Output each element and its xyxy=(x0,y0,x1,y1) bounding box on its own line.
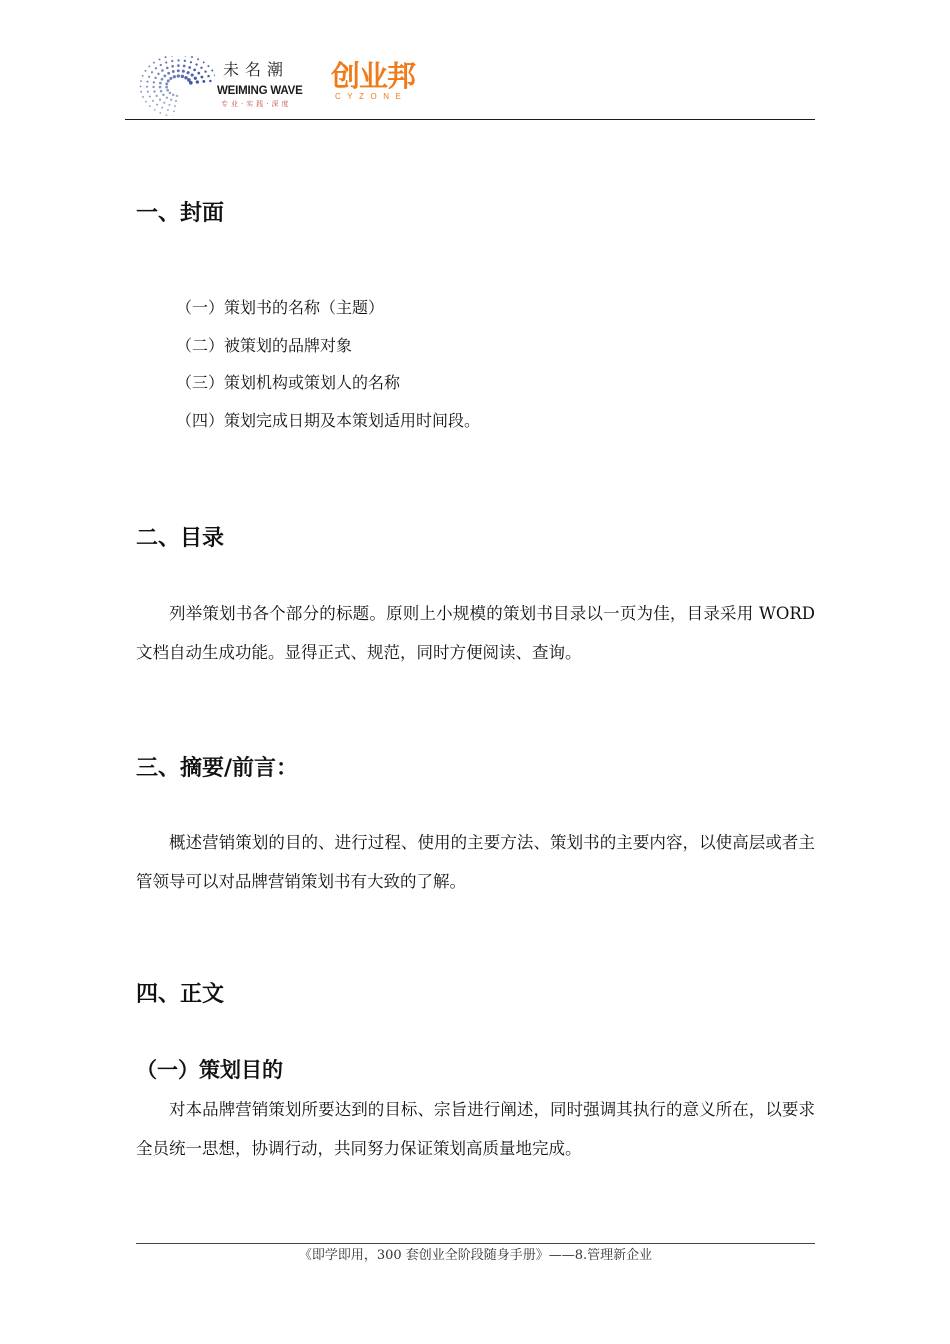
swirl-dot xyxy=(154,109,156,111)
swirl-dot xyxy=(149,95,151,97)
swirl-dot xyxy=(182,70,185,73)
cover-items-list xyxy=(136,289,815,439)
swirl-dot xyxy=(159,86,162,89)
swirl-dot xyxy=(159,98,161,100)
swirl-dot xyxy=(177,74,180,77)
swirl-dot xyxy=(172,94,175,97)
swirl-dot xyxy=(171,56,173,57)
swirl-dot xyxy=(202,80,205,83)
swirl-dot xyxy=(154,77,156,79)
swirl-dot xyxy=(209,80,211,82)
swirl-dot xyxy=(166,96,168,98)
swirl-dot xyxy=(165,82,168,85)
list-item: （一）策划书的名称（主题） xyxy=(176,298,385,317)
swirl-dot xyxy=(177,69,180,72)
swirl-dot xyxy=(197,72,200,75)
swirl-dot xyxy=(146,81,148,83)
swirl-dot xyxy=(155,67,157,69)
swirl-dot xyxy=(162,93,165,96)
swirl-dot xyxy=(152,100,154,102)
swirl-dot xyxy=(214,74,215,76)
purpose-paragraph: 对本品牌营销策划所要达到的目标、宗旨进行阐述，同时强调其执行的意义所在，以要求全员统一思想，协调行动，共同努力保证策划高质量地完成。 xyxy=(136,1100,815,1158)
swirl-dot xyxy=(184,60,186,62)
swirl-dot xyxy=(149,105,151,107)
logo-chinese-name: 未名潮 xyxy=(223,60,290,79)
swirl-dot xyxy=(207,65,209,67)
swirl-dot xyxy=(156,104,158,106)
swirl-dot xyxy=(200,76,203,79)
swirl-dot xyxy=(173,75,176,78)
swirl-dot xyxy=(181,75,184,78)
swirl-dot xyxy=(151,71,153,73)
list-item: （二）被策划的品牌对象 xyxy=(176,335,353,355)
swirl-dot xyxy=(153,81,155,83)
swirl-dot xyxy=(153,62,155,64)
swirl-dot xyxy=(187,71,190,74)
cyzone-logo-english: CYZONE xyxy=(335,92,408,101)
swirl-dot xyxy=(140,80,142,82)
cyzone-logo-chinese: 创业邦 xyxy=(331,59,416,93)
list-item: （四）策划完成日期及本策划适用时间段。 xyxy=(176,410,481,430)
footer-divider xyxy=(136,1243,815,1244)
swirl-dot xyxy=(161,69,164,72)
section-heading-cover: 一、封面 xyxy=(136,201,225,226)
swirl-dot xyxy=(156,95,158,97)
swirl-dot xyxy=(169,77,172,80)
swirl-dot xyxy=(163,102,165,104)
swirl-dot xyxy=(200,67,202,69)
swirl-dot xyxy=(177,59,179,61)
swirl-dot xyxy=(176,95,178,97)
swirl-dot xyxy=(195,63,197,65)
swirl-dot xyxy=(146,86,148,88)
swirl-dot xyxy=(166,67,169,70)
swirl-dot xyxy=(160,90,163,93)
swirl-dot xyxy=(147,91,149,93)
swirl-dot xyxy=(161,107,163,109)
swirl-dot xyxy=(173,110,175,112)
logo-english-name: WEIMING WAVE xyxy=(217,85,303,97)
swirl-dot xyxy=(184,76,188,80)
swirl-dot xyxy=(207,75,209,77)
section-heading-toc: 二、目录 xyxy=(136,526,225,551)
logo-tagline: 专业·实践·深度 xyxy=(221,100,292,108)
swirl-dot xyxy=(161,78,164,81)
swirl-dot xyxy=(148,65,150,67)
swirl-dot xyxy=(168,104,170,106)
swirl-dot xyxy=(165,56,167,58)
swirl-dot xyxy=(148,76,150,78)
swirl-dot xyxy=(203,61,205,63)
swirl-dot xyxy=(185,56,187,57)
swirl-dot xyxy=(171,60,173,62)
list-item: （三）策划机构或策划人的名称 xyxy=(176,373,401,392)
swirl-dot xyxy=(140,91,142,93)
swirl-dot xyxy=(197,58,199,60)
swirl-dot xyxy=(140,85,142,87)
swirl-dot xyxy=(166,114,168,116)
swirl-dot xyxy=(177,64,180,67)
swirl-dot xyxy=(183,65,186,68)
swirl-dot xyxy=(196,80,199,83)
swirl-dot xyxy=(157,73,159,75)
swirl-dot xyxy=(172,70,175,73)
swirl-dot xyxy=(188,66,191,69)
swirl-dot xyxy=(174,105,176,107)
page-footer: 《即学即用，300 套创业全阶段随身手册》——8.管理新企业 xyxy=(298,1248,653,1263)
swirl-dot xyxy=(191,73,194,76)
swirl-dot xyxy=(169,92,172,95)
swirl-dot xyxy=(194,77,197,80)
swirl-dot xyxy=(160,64,162,66)
cyzone-logo xyxy=(331,60,427,101)
swirl-dot xyxy=(142,96,144,98)
summary-paragraph: 概述营销策划的目的、进行过程、使用的主要方法、策划书的主要内容，以使高层或者主管领导可以对品牌营销策划书有大致的了解。 xyxy=(136,833,815,891)
header-divider xyxy=(125,119,815,120)
swirl-dot xyxy=(171,65,174,68)
swirl-dot xyxy=(175,100,177,102)
section-heading-body: 四、正文 xyxy=(136,982,225,1007)
weiming-wave-swirl-logo xyxy=(133,56,215,116)
swirl-dot xyxy=(153,90,155,92)
swirl-dot xyxy=(167,109,169,111)
swirl-dot xyxy=(167,72,170,75)
weiming-wave-logo-text xyxy=(217,60,317,109)
document-content xyxy=(136,194,815,1168)
swirl-dot xyxy=(170,99,172,101)
swirl-dot xyxy=(159,58,161,60)
swirl-dot xyxy=(142,75,144,77)
swirl-dot xyxy=(211,70,213,72)
page-header xyxy=(125,54,815,120)
swirl-dot xyxy=(159,112,161,114)
section-heading-summary: 三、摘要/前言： xyxy=(136,756,299,781)
swirl-dot xyxy=(191,56,193,58)
swirl-dot xyxy=(152,86,154,88)
toc-paragraph: 列举策划书各个部分的标题。原则上小规模的策划书目录以一页为佳，目录采用 WORD 文档自动生成功能。显得正式、规范，同时方便阅读、查询。 xyxy=(136,604,815,662)
swirl-dot xyxy=(190,61,192,63)
swirl-dot xyxy=(189,81,193,85)
swirl-dot xyxy=(165,61,167,63)
swirl-dot xyxy=(159,82,162,85)
swirl-dot xyxy=(204,70,206,72)
swirl-dot xyxy=(167,79,170,82)
swirl-dot xyxy=(165,86,168,89)
swirl-dot xyxy=(193,69,196,72)
swirl-dot xyxy=(163,74,166,77)
swirl-dot xyxy=(166,89,169,92)
swirl-dot xyxy=(145,101,147,103)
subsection-heading-purpose: （一）策划目的 xyxy=(136,1058,283,1082)
swirl-dot xyxy=(145,70,147,72)
